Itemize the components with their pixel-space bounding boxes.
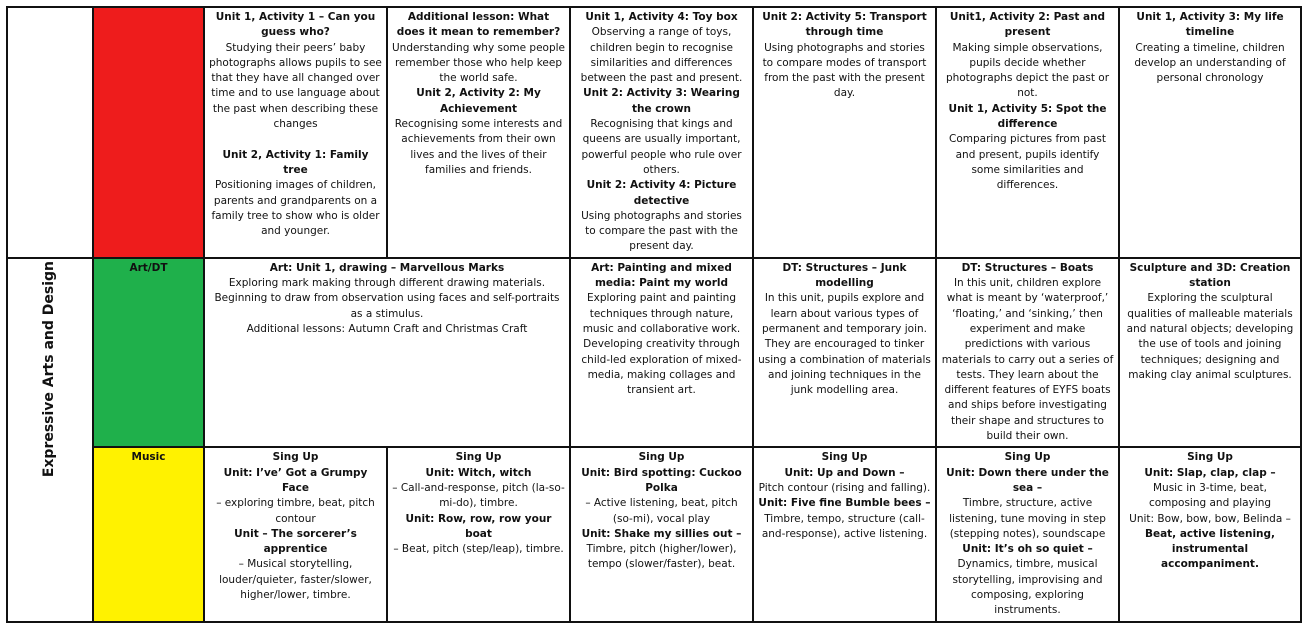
history-cell-5-text-3: Unit 1, Activity 5: Spot the difference (948, 102, 1107, 131)
history-cell-4-text-2: Using photographs and stories to compare modes of transport from the past with the present day. (762, 41, 927, 100)
music-cell-6-text-4: Unit: Bow, bow, bow, Belinda – (1129, 512, 1291, 525)
music-cell-3 (570, 447, 753, 621)
history-cell-1-text-5: Positioning images of children, parents and grandparents on a family tree to show who is older and younger. (211, 179, 380, 238)
art-cell-4-text-1: DT: Structures – Boats (961, 261, 1094, 274)
music-cell-1 (204, 447, 387, 621)
subject-art-dt: Art/DT (93, 258, 204, 448)
music-cell-3-text-4: Unit: Shake my sillies out – (581, 527, 742, 540)
art-cell-2-text-2: Exploring paint and painting techniques through nature, music and collaborative work. Developing creativity through child-led exploration of mixed-media, making collages and transient art. (581, 292, 742, 397)
music-cell-2-text-4: Unit: Row, row, row your boat (405, 512, 552, 540)
subject-history (93, 7, 204, 258)
music-cell-6-text-3: Music in 3-time, beat, composing and playing (1148, 481, 1272, 510)
art-cell-3-text-1: DT: Structures – Junk modelling (782, 261, 907, 290)
history-cell-4 (753, 7, 936, 258)
art-cell-5 (1119, 258, 1301, 448)
history-cell-1-text-1: Unit 1, Activity 1 – Can you guess who? (215, 11, 376, 39)
history-cell-5-text-1: Unit1, Activity 2: Past and present (949, 11, 1106, 39)
history-cell-3-text-1: Unit 1, Activity 4: Toy box (585, 11, 738, 23)
music-cell-6-text-1: Sing Up (1187, 451, 1233, 464)
history-cell-5-text-2: Making simple observations, pupils decide whether photographs depict the past or not. (945, 41, 1110, 100)
music-cell-6-text-5: Beat, active listening, instrumental accompaniment. (1144, 527, 1276, 571)
music-cell-2-text-2: Unit: Witch, witch (425, 466, 532, 479)
music-cell-2-text-5: – Beat, pitch (step/leap), timbre. (393, 543, 564, 556)
music-cell-2 (387, 447, 570, 621)
history-cell-3-text-3: Unit 2: Activity 3: Wearing the crown (583, 87, 740, 115)
music-cell-4-text-1: Sing Up (821, 451, 868, 464)
music-cell-1-text-5: – Musical storytelling, louder/quieter, faster/slower, higher/lower, timbre. (219, 558, 372, 601)
art-cell-4-text-2: In this unit, children explore what is meant by ‘waterproof,’ ‘floating,’ and ‘sinking,’ then experiment and make predictions with various materials to carry out a series of tests. They learn about the different features of EYFS boats and ships before investigating their shape and structures to build their own. (941, 277, 1114, 443)
music-cell-5-text-4: Unit: It’s oh so quiet – (962, 543, 1093, 556)
history-cell-6-text-1: Unit 1, Activity 3: My life timeline (1136, 11, 1284, 39)
music-cell-3-text-2: Unit: Bird spotting: Cuckoo Polka (581, 466, 742, 494)
history-cell-3-text-2: Observing a range of toys, children begin to recognise similarities and differences between the past and present. (580, 26, 743, 85)
curriculum-page (6, 6, 1300, 617)
music-cell-6-text-2: Unit: Slap, clap, clap – (1144, 466, 1276, 479)
area-cell-top (7, 7, 93, 258)
music-cell-2-text-1: Sing Up (455, 451, 502, 464)
history-cell-4-text-1: Unit 2: Activity 5: Transport through time (762, 11, 927, 39)
history-cell-5-text-4: Comparing pictures from past and present, pupils identify some similarities and differences. (949, 133, 1106, 192)
music-cell-3-text-1: Sing Up (638, 451, 685, 464)
history-cell-2-text-2: Understanding why some people remember those who help keep the world safe. (392, 41, 566, 85)
art-cell-3-text-2: In this unit, pupils explore and learn about various types of permanent and temporary join. They are encouraged to tinker using a combination of materials and joining techniques in the junk modelling area. (758, 292, 931, 397)
history-cell-1-text-2: Studying their peers’ baby photographs allows pupils to see that they have all changed over time and to use language about the past when describing these changes (209, 41, 382, 131)
music-cell-5-text-1: Sing Up (1004, 451, 1051, 464)
music-cell-6 (1119, 447, 1301, 621)
music-cell-3-text-3: – Active listening, beat, pitch (so-mi), vocal play (585, 497, 738, 525)
art-cell-1-text-1: Art: Unit 1, drawing – Marvellous Marks (269, 261, 505, 274)
history-cell-3-text-4: Recognising that kings and queens are usually important, powerful people who rule over others. (581, 118, 742, 176)
area-label-cell (7, 258, 93, 622)
music-cell-2-text-3: – Call-and-response, pitch (la-so-mi-do), timbre. (392, 481, 565, 510)
history-cell-2 (387, 7, 570, 258)
music-cell-4 (753, 447, 936, 621)
history-cell-1-text-4: Unit 2, Activity 1: Family tree (222, 148, 369, 176)
history-cell-6-text-2: Creating a timeline, children develop an understanding of personal chronology (1134, 41, 1286, 85)
history-cell-1-text-3 (209, 132, 382, 147)
area-label: Expressive Arts and Design (41, 260, 58, 477)
history-cell-6 (1119, 7, 1301, 258)
music-cell-5-text-5: Dynamics, timbre, musical storytelling, improvising and composing, exploring instruments. (952, 558, 1103, 617)
music-cell-4-text-3: Pitch contour (rising and falling). (758, 481, 931, 494)
music-cell-4-text-4: Unit: Five fine Bumble bees – (758, 497, 931, 510)
music-row (7, 447, 1301, 621)
art-cell-1 (204, 258, 570, 448)
music-cell-5-text-2: Unit: Down there under the sea – (946, 466, 1109, 494)
subject-music: Music (93, 447, 204, 621)
art-cell-3 (753, 258, 936, 448)
art-cell-5-text-1: Sculpture and 3D: Creation station (1129, 261, 1291, 290)
art-cell-1-text-3: Additional lessons: Autumn Craft and Christmas Craft (246, 322, 528, 335)
music-cell-1-text-3: – exploring timbre, beat, pitch contour (216, 497, 375, 525)
history-cell-1 (204, 7, 387, 258)
music-cell-4-text-2: Unit: Up and Down – (784, 466, 905, 479)
history-cell-2-text-1: Additional lesson: What does it mean to remember? (396, 11, 561, 39)
art-cell-4 (936, 258, 1119, 448)
music-cell-1-text-1: Sing Up (272, 451, 319, 464)
music-cell-1-text-4: Unit – The sorcerer’s apprentice (234, 527, 357, 556)
history-cell-3-text-6: Using photographs and stories to compare the past with the present day. (581, 209, 742, 253)
history-cell-5 (936, 7, 1119, 258)
music-cell-4-text-5: Timbre, tempo, structure (call-and-response), active listening. (761, 512, 928, 540)
art-cell-2 (570, 258, 753, 448)
art-row (7, 258, 1301, 448)
art-cell-1-text-2: Exploring mark making through different drawing materials. Beginning to draw from observation using faces and self-portraits as a stimulus. (214, 277, 560, 320)
history-cell-2-text-3: Unit 2, Activity 2: My Achievement (416, 87, 541, 115)
art-cell-5-text-2: Exploring the sculptural qualities of malleable materials and natural objects; developing the use of tools and joining techniques; designing and making clay animal sculptures. (1126, 292, 1294, 381)
art-cell-2-text-1: Art: Painting and mixed media: Paint my world (591, 261, 732, 290)
music-cell-5-text-3: Timbre, structure, active listening, tune moving in step (stepping notes), soundscape (949, 497, 1106, 540)
history-cell-3-text-5: Unit 2: Activity 4: Picture detective (586, 179, 737, 207)
curriculum-table (6, 6, 1302, 623)
history-row (7, 7, 1301, 258)
history-cell-2-text-4: Recognising some interests and achievements from their own lives and the lives of their families and friends. (394, 118, 563, 176)
history-cell-3 (570, 7, 753, 258)
music-cell-1-text-2: Unit: I’ve’ Got a Grumpy Face (223, 466, 368, 494)
music-cell-3-text-5: Timbre, pitch (higher/lower), tempo (slower/faster), beat. (586, 543, 737, 571)
music-cell-5 (936, 447, 1119, 621)
